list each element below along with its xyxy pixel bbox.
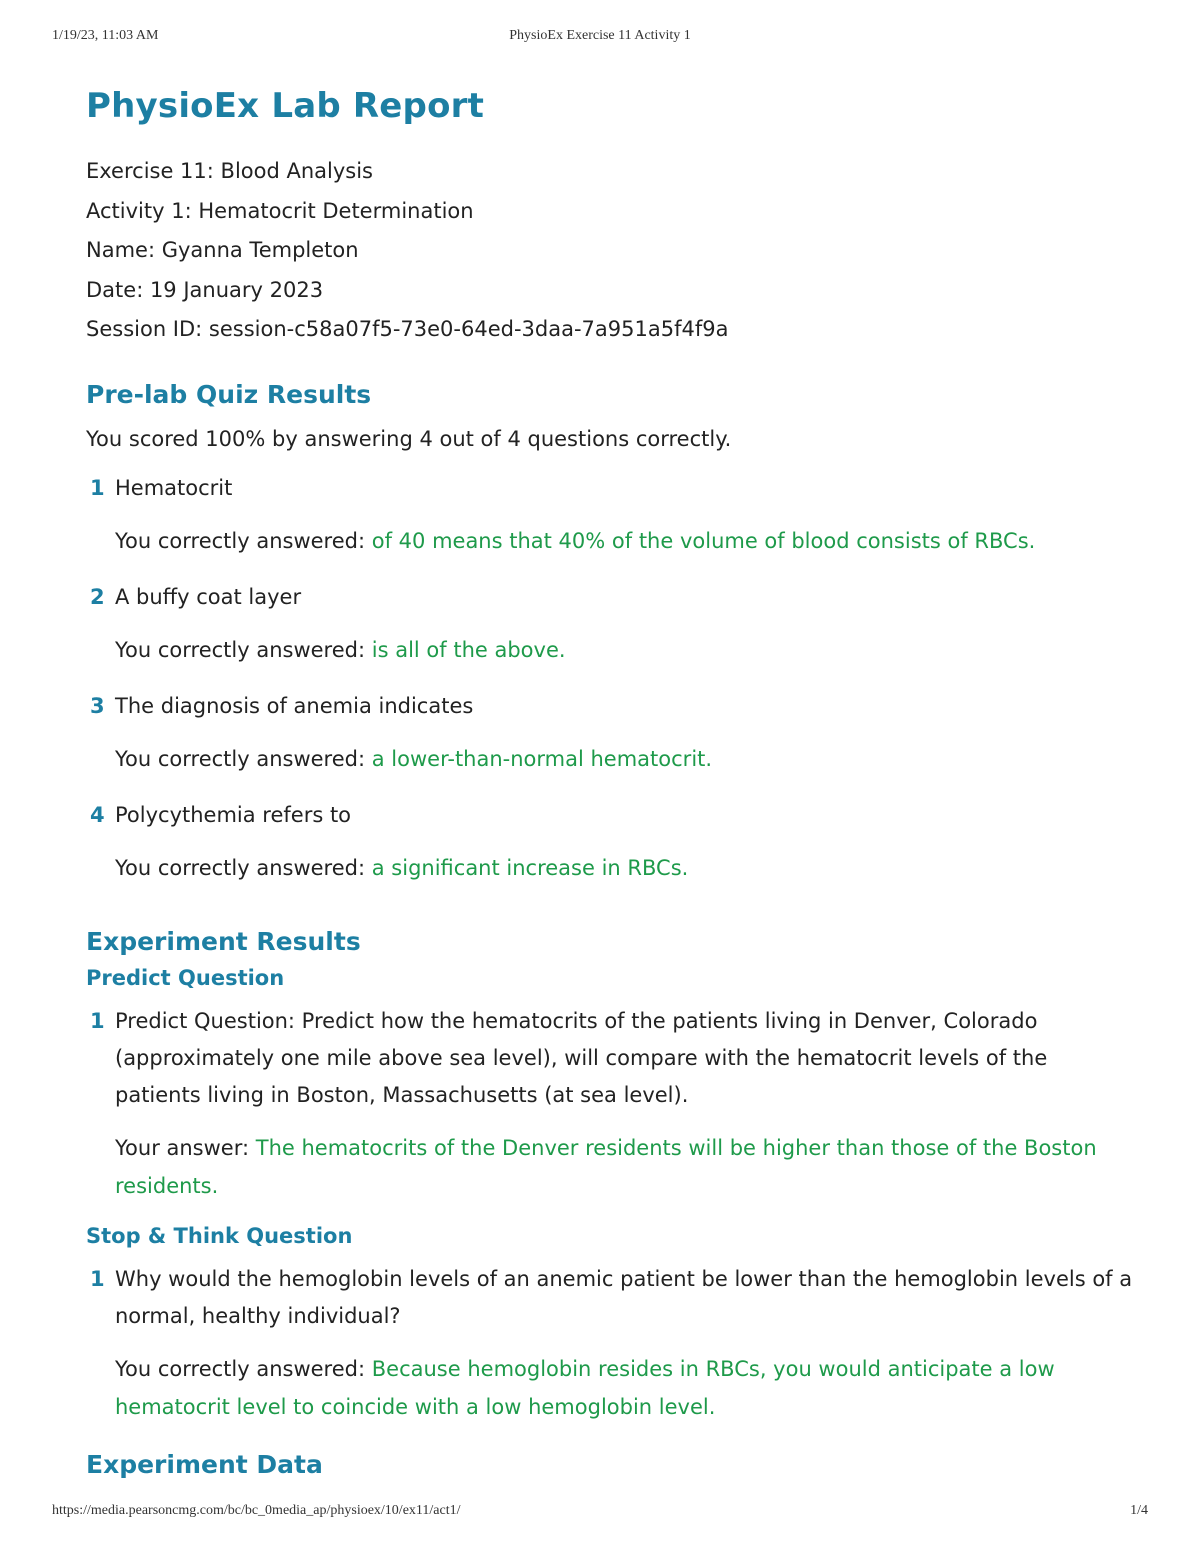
correct-answer: Because hemoglobin resides in RBCs, you would anticipate a low hematocrit level to coincide with a low hemoglobin level. xyxy=(115,1356,1055,1419)
prelab-answer xyxy=(86,631,1136,669)
question-text: Why would the hemoglobin levels of an anemic patient be lower than the hemoglobin levels of a normal, healthy individual? xyxy=(115,1266,1133,1328)
stop-think-heading: Stop & Think Question xyxy=(86,1223,353,1248)
session-line: Session ID: session-c58a07f5-73e0-64ed-3daa-7a951a5f4f9a xyxy=(86,317,729,341)
prelab-answer xyxy=(86,849,1136,887)
exercise-line: Exercise 11: Blood Analysis xyxy=(86,159,373,183)
print-datetime: 1/19/23, 11:03 AM xyxy=(52,28,159,43)
print-page-number: 1/4 xyxy=(1130,1503,1148,1518)
prelab-score: You scored 100% by answering 4 out of 4 questions correctly. xyxy=(86,426,732,451)
experiment-data-heading: Experiment Data xyxy=(86,1449,323,1479)
stop-think-answer xyxy=(86,1350,1136,1426)
predict-question xyxy=(86,1003,1136,1114)
report-content xyxy=(86,80,1136,1498)
question-number: 1 xyxy=(90,1266,105,1291)
correct-answer: of 40 means that 40% of the volume of blood consists of RBCs. xyxy=(371,528,1036,553)
report-meta xyxy=(86,152,1136,350)
name-line: Name: Gyanna Templeton xyxy=(86,238,359,262)
given-answer: The hematocrits of the Denver residents will be higher than those of the Boston residents. xyxy=(115,1135,1097,1198)
prelab-question xyxy=(86,688,1136,725)
prelab-answer xyxy=(86,522,1136,560)
prelab-heading: Pre-lab Quiz Results xyxy=(86,379,372,409)
print-page-title: PhysioEx Exercise 11 Activity 1 xyxy=(509,28,691,43)
question-text: The diagnosis of anemia indicates xyxy=(115,693,474,718)
predict-answer xyxy=(86,1129,1136,1205)
answer-prefix: You correctly answered: xyxy=(115,637,366,662)
prelab-question xyxy=(86,579,1136,616)
question-number: 3 xyxy=(90,693,105,718)
answer-prefix: You correctly answered: xyxy=(115,528,366,553)
correct-answer: is all of the above. xyxy=(371,637,566,662)
question-number: 1 xyxy=(90,1008,105,1033)
prelab-question xyxy=(86,797,1136,834)
date-line: Date: 19 January 2023 xyxy=(86,277,324,302)
print-header xyxy=(0,28,1200,48)
question-number: 1 xyxy=(90,475,105,500)
prelab-answer xyxy=(86,740,1136,778)
print-url: https://media.pearsoncmg.com/bc/bc_0media_ap/physioex/10/ex11/act1/ xyxy=(52,1503,461,1518)
experiment-heading: Experiment Results xyxy=(86,926,361,956)
print-footer xyxy=(0,1503,1200,1523)
prelab-question xyxy=(86,470,1136,507)
answer-prefix: You correctly answered: xyxy=(115,1356,366,1381)
report-title: PhysioEx Lab Report xyxy=(86,86,485,126)
answer-prefix: Your answer: xyxy=(115,1135,250,1160)
stop-think-question xyxy=(86,1261,1136,1335)
prelab-question-list xyxy=(86,470,1136,887)
question-text: Polycythemia refers to xyxy=(115,802,352,827)
answer-prefix: You correctly answered: xyxy=(115,746,366,771)
question-text: Predict Question: Predict how the hematocrits of the patients living in Denver, Colorado (approximately one mile above sea level), will compare with the hematocrit levels of the patients living in Boston, Massachusetts (at sea level). xyxy=(115,1008,1048,1107)
correct-answer: a significant increase in RBCs. xyxy=(371,855,689,880)
question-number: 4 xyxy=(90,802,105,827)
correct-answer: a lower-than-normal hematocrit. xyxy=(371,746,713,771)
answer-prefix: You correctly answered: xyxy=(115,855,366,880)
question-text: A buffy coat layer xyxy=(115,584,302,609)
predict-heading: Predict Question xyxy=(86,965,285,990)
activity-line: Activity 1: Hematocrit Determination xyxy=(86,198,474,223)
question-number: 2 xyxy=(90,584,105,609)
question-text: Hematocrit xyxy=(115,475,233,500)
